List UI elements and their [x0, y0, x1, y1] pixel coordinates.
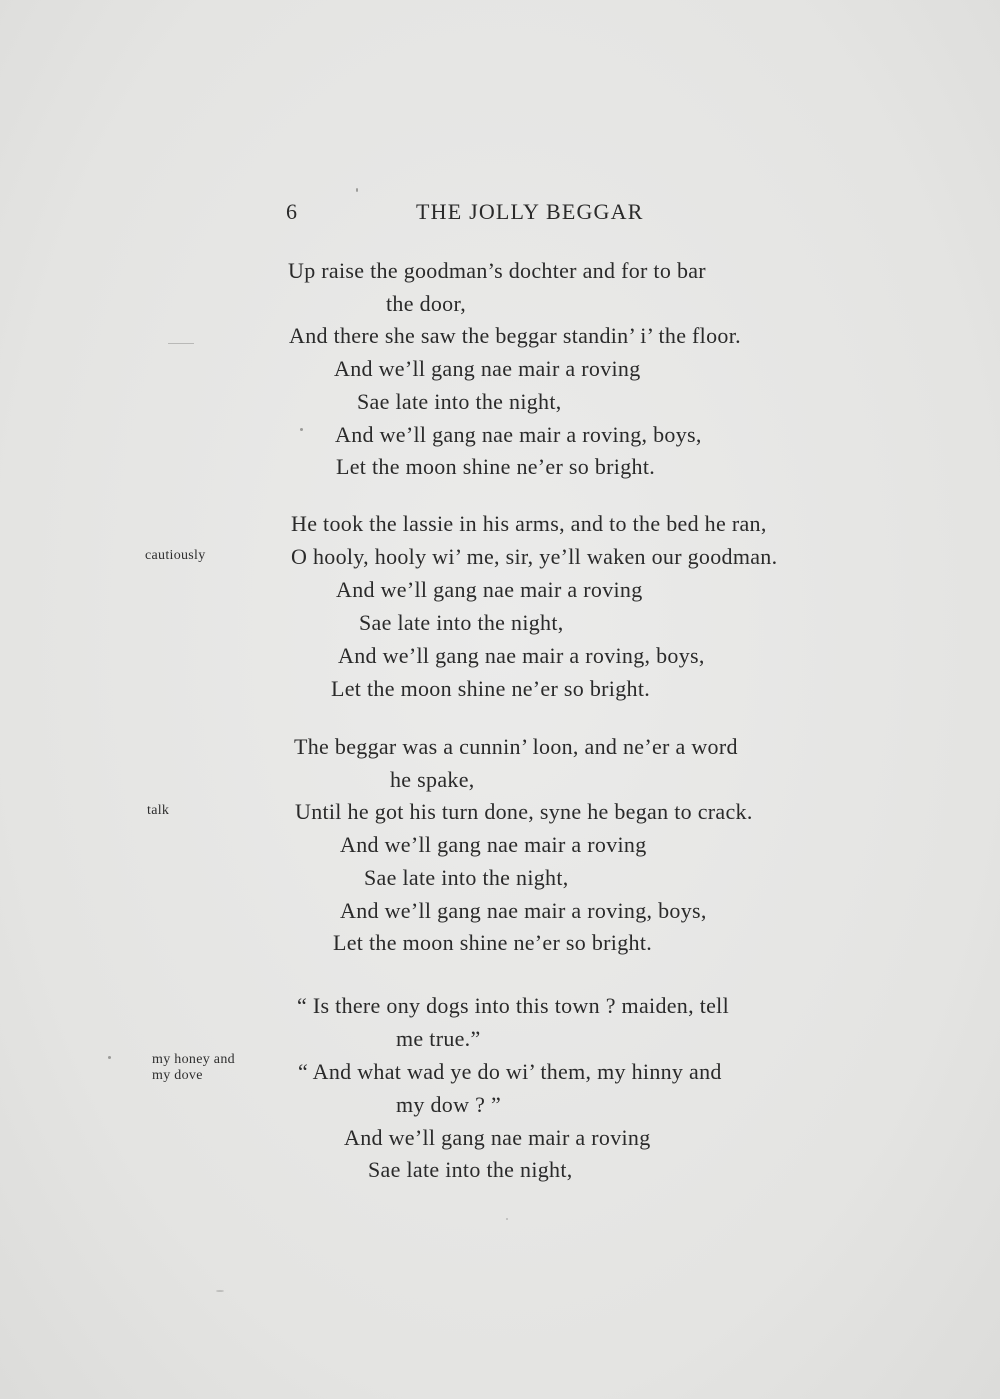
paper-speck — [300, 428, 303, 431]
verse-line: “ And what wad ye do wi’ them, my hinny and — [298, 1059, 722, 1084]
refrain-line: And we’ll gang nae mair a roving — [334, 356, 641, 381]
verse-line: And there she saw the beggar standin’ i’ the floor. — [289, 323, 741, 348]
paper-speck — [506, 1218, 508, 1220]
refrain-line: And we’ll gang nae mair a roving — [340, 832, 647, 857]
refrain-line: And we’ll gang nae mair a roving — [344, 1125, 651, 1150]
verse-line: Up raise the goodman’s dochter and for to bar — [288, 258, 706, 283]
page-number: 6 — [286, 199, 297, 224]
paper-speck — [216, 1290, 224, 1292]
refrain-line: Let the moon shine ne’er so bright. — [331, 676, 651, 701]
refrain-line: Sae late into the night, — [359, 610, 564, 635]
paper-mark — [168, 343, 194, 344]
verse-line: Until he got his turn done, syne he began to crack. — [295, 799, 753, 824]
refrain-line: Sae late into the night, — [364, 865, 569, 890]
verse-line: my dow ? ” — [396, 1092, 502, 1117]
refrain-line: Let the moon shine ne’er so bright. — [336, 454, 656, 479]
paper-speck — [108, 1056, 111, 1059]
verse-line: the door, — [386, 291, 467, 316]
margin-gloss-honey-line1: my honey and — [152, 1052, 235, 1067]
margin-gloss-cautiously: cautiously — [145, 548, 206, 563]
verse-line: O hooly, hooly wi’ me, sir, ye’ll waken our goodman. — [291, 544, 778, 569]
running-title: THE JOLLY BEGGAR — [416, 199, 644, 224]
verse-line: He took the lassie in his arms, and to the bed he ran, — [291, 511, 767, 536]
refrain-line: And we’ll gang nae mair a roving — [336, 577, 643, 602]
verse-line: The beggar was a cunnin’ loon, and ne’er a word — [294, 734, 738, 759]
margin-gloss-honey — [152, 1052, 235, 1084]
refrain-line: And we’ll gang nae mair a roving, boys, — [335, 422, 702, 447]
verse-line: he spake, — [390, 767, 475, 792]
verse-line: “ Is there ony dogs into this town ? maiden, tell — [297, 993, 730, 1018]
refrain-line: And we’ll gang nae mair a roving, boys, — [340, 898, 707, 923]
refrain-line: And we’ll gang nae mair a roving, boys, — [338, 643, 705, 668]
paper-speck — [356, 188, 358, 192]
margin-gloss-talk: talk — [147, 803, 170, 818]
refrain-line: Sae late into the night, — [368, 1157, 573, 1182]
margin-gloss-honey-line2: my dove — [152, 1068, 203, 1083]
verse-line: me true.” — [396, 1026, 481, 1051]
refrain-line: Let the moon shine ne’er so bright. — [333, 930, 653, 955]
refrain-line: Sae late into the night, — [357, 389, 562, 414]
